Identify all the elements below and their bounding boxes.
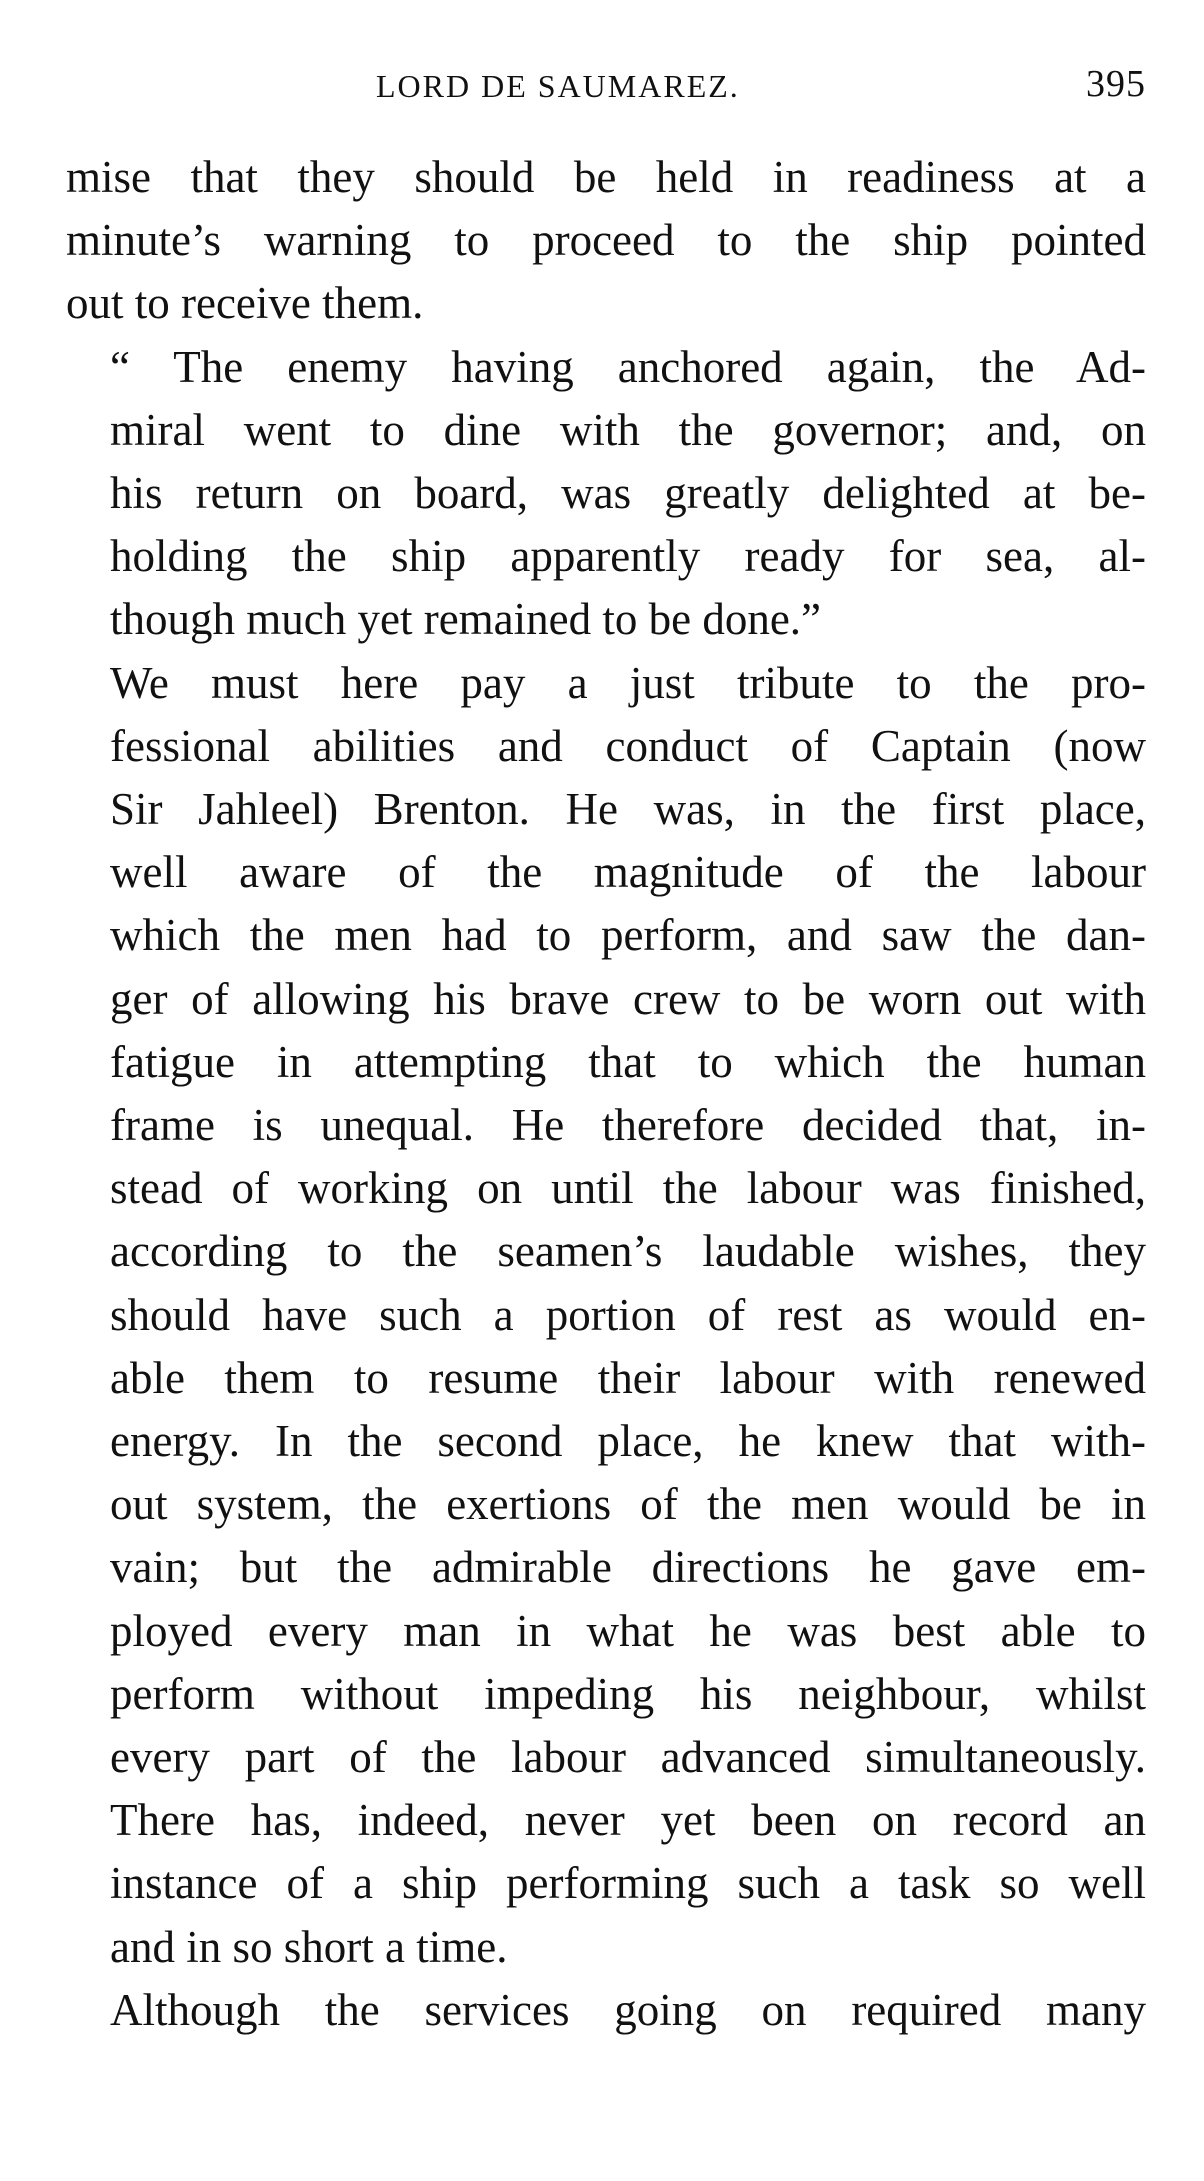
text-line: fessional abilities and conduct of Captain (now [110,720,1146,771]
paragraph-2 [66,336,1146,652]
text-line: fatigue in attempting that to which the human [110,1036,1146,1087]
text-line: out to receive them. [66,278,424,329]
running-title: LORD DE SAUMAREZ. [376,68,740,104]
text-line: instance of a ship performing such a task so well [110,1858,1146,1909]
text-line: Sir Jahleel) Brenton. He was, in the first place, [110,784,1146,835]
text-line: and in so short a time. [110,1921,508,1972]
text-line: ger of allowing his brave crew to be worn out with [110,973,1146,1024]
text-line: according to the seamen’s laudable wishes, they [110,1226,1146,1277]
text-line: holding the ship apparently ready for sea, al- [110,531,1146,582]
text-line: minute’s warning to proceed to the ship pointed [66,215,1146,266]
text-line: frame is unequal. He therefore decided that, in- [110,1100,1146,1151]
text-line: miral went to dine with the governor; and, on [110,404,1146,455]
text-line: “ The enemy having anchored again, the Ad- [110,341,1146,392]
text-line: Although the services going on required many [110,1984,1146,2035]
running-head [66,62,1146,126]
text-line: which the men had to perform, and saw the dan- [110,910,1146,961]
text-line: every part of the labour advanced simultaneously. [110,1732,1146,1783]
paragraph-3 [66,652,1146,1979]
paragraph-1 [66,146,1146,336]
text-line: perform without impeding his neighbour, whilst [110,1668,1146,1719]
text-line: vain; but the admirable directions he gave em- [110,1542,1146,1593]
text-line: though much yet remained to be done.” [110,594,822,645]
text-line: We must here pay a just tribute to the pro- [110,657,1146,708]
text-line: energy. In the second place, he knew that with- [110,1416,1146,1467]
text-line: able them to resume their labour with renewed [110,1352,1146,1403]
text-line: ployed every man in what he was best able to [110,1605,1146,1656]
text-line: should have such a portion of rest as would en- [110,1289,1146,1340]
paragraph-4 [66,1979,1146,2042]
text-line: mise that they should be held in readiness at a [66,152,1146,202]
text-line: out system, the exertions of the men would be in [110,1479,1146,1530]
text-line: his return on board, was greatly delighted at be- [110,468,1146,519]
text-line: well aware of the magnitude of the labour [110,847,1146,898]
text-line: stead of working on until the labour was finished, [110,1163,1146,1214]
page-number: 395 [1086,63,1146,105]
text-line: There has, indeed, never yet been on record an [110,1795,1146,1846]
body-text [66,146,1146,2042]
book-page [66,62,1146,2042]
